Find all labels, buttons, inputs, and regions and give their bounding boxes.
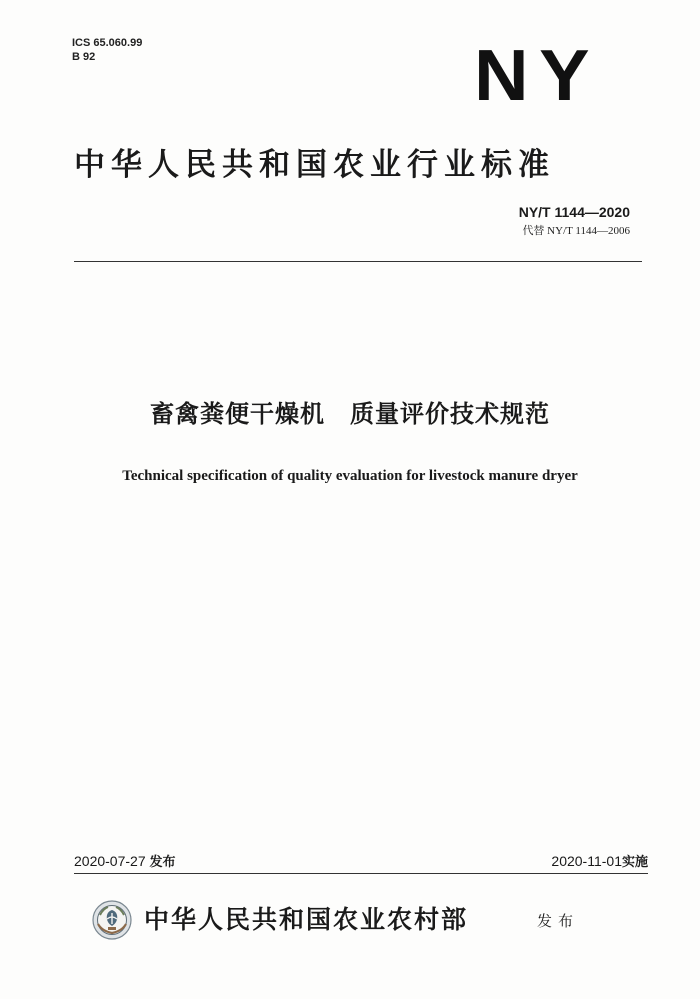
classification-codes <box>72 36 142 64</box>
document-title-en: Technical specification of quality evaluation for livestock manure dryer <box>122 468 578 484</box>
implement-label: 实施 <box>621 855 648 870</box>
document-title-cn: 畜禽粪便干燥机 质量评价技术规范 <box>150 400 550 428</box>
replaces-standard: 代替 NY/T 1144—2006 <box>522 225 630 237</box>
top-divider <box>74 261 642 262</box>
implement-date-line <box>551 852 648 872</box>
publish-date-line <box>74 852 176 872</box>
standard-number: NY/T 1144—2020 <box>518 204 630 220</box>
implement-date: 2020-11-01 <box>551 853 622 869</box>
bottom-divider <box>74 873 648 874</box>
ccs-code: B 92 <box>72 51 96 63</box>
ics-code: ICS 65.060.99 <box>72 37 143 49</box>
publish-label: 发布 <box>149 855 176 870</box>
ministry-emblem-icon <box>92 900 132 940</box>
standard-mark: NY <box>474 36 601 116</box>
standard-category-title: 中华人民共和国农业行业标准 <box>74 147 555 183</box>
issued-label: 发布 <box>537 912 580 930</box>
issuing-authority: 中华人民共和国农业农村部 <box>144 905 469 934</box>
publish-date: 2020-07-27 <box>74 853 146 869</box>
